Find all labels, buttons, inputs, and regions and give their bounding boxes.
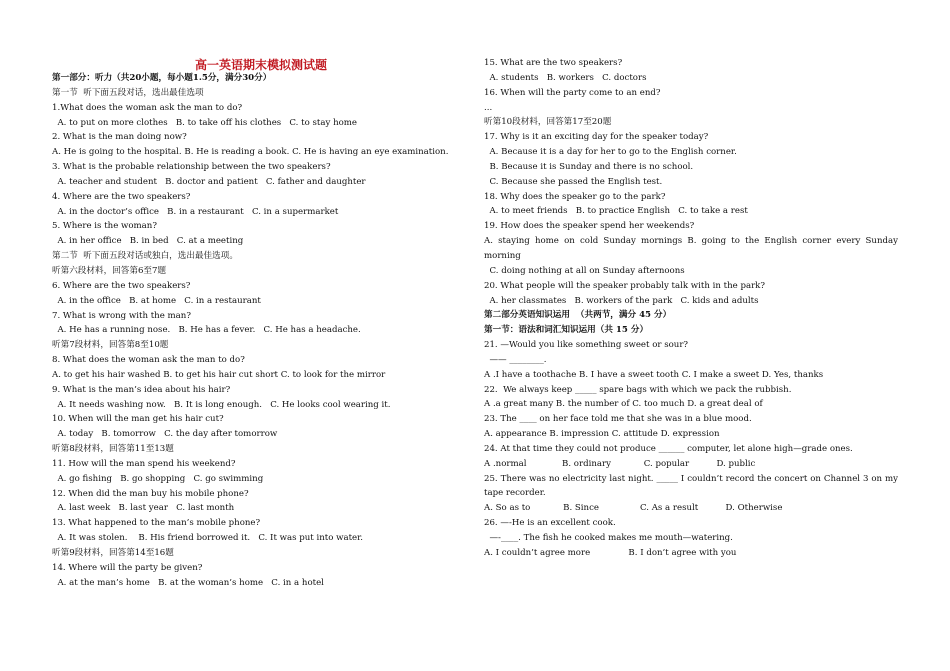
right-line: 21. —Would you like something sweet or sour? — [484, 340, 689, 351]
left-line: 6. Where are the two speakers? — [52, 280, 191, 291]
right-line: A. Because it is a day for her to go to the English corner. — [484, 147, 737, 158]
left-column — [52, 71, 470, 591]
right-line: 23. The ____ on her face told me that she was in a blue mood. — [484, 414, 752, 425]
left-line: 第一节 听下面五段对话，选出最佳选项 — [52, 87, 204, 98]
right-line: A .a great many B. the number of C. too much D. a great deal of — [484, 399, 763, 410]
left-line: A. to put on more clothes B. to take off his clothes C. to stay home — [52, 117, 358, 128]
right-line: A. her classmates B. workers of the park C. kids and adults — [484, 295, 759, 306]
right-line: 19. How does the speaker spend her weekends? — [484, 221, 695, 232]
left-line: 听第7段材料，回答第8至10题 — [52, 340, 169, 351]
right-line: 22. We always keep _____ spare bags with which we pack the rubbish. — [484, 384, 792, 395]
right-line: ... — [484, 102, 493, 113]
left-line: A. in the doctor’s office B. in a restaurant C. in a supermarket — [52, 206, 339, 217]
left-line: 9. What is the man’s idea about his hair? — [52, 384, 231, 395]
right-line: 25. There was no electricity last night. _____ I couldn’t record the concert on Channel 3 on my tape recorder. — [484, 473, 898, 499]
left-line: 听第六段材料，回答第6至7题 — [52, 265, 167, 276]
left-line: 10. When will the man get his hair cut? — [52, 414, 224, 425]
right-line: A. students B. workers C. doctors — [484, 72, 647, 83]
left-line: A. It needs washing now. B. It is long enough. C. He looks cool wearing it. — [52, 399, 391, 410]
right-line: 15. What are the two speakers? — [484, 58, 623, 68]
right-line: 26. —-He is an excellent cook. — [484, 518, 616, 529]
left-line: 1.What does the woman ask the man to do? — [52, 102, 243, 113]
right-line: A. I couldn’t agree more B. I don’t agree with you — [484, 547, 737, 558]
left-line: A. at the man’s home B. at the woman’s home C. in a hotel — [52, 577, 324, 588]
left-line: 2. What is the man doing now? — [52, 132, 187, 143]
left-line: A. today B. tomorrow C. the day after tomorrow — [52, 429, 278, 440]
right-line: B. Because it is Sunday and there is no school. — [484, 161, 694, 172]
right-line: —-____. The fish he cooked makes me mouth—watering. — [484, 533, 733, 543]
left-line: 7. What is wrong with the man? — [52, 310, 191, 321]
right-line: A. appearance B. impression C. attitude D. expression — [484, 429, 720, 440]
right-line: 24. At that time they could not produce ______ computer, let alone high—grade ones. — [484, 443, 853, 454]
right-line: A. staying home on cold Sunday mornings B. going to the English corner every Sunday morning — [484, 236, 898, 261]
left-line: 14. Where will the party be given? — [52, 562, 203, 573]
left-line: A. He is going to the hospital. B. He is reading a book. C. He is having an eye examination. — [52, 147, 449, 158]
left-line: A. He has a running nose. B. He has a fever. C. He has a headache. — [52, 325, 361, 336]
left-line: A. in her office B. in bed C. at a meeting — [52, 236, 244, 247]
right-column — [484, 56, 898, 561]
page-title: 高一英语期末模拟测试题 — [194, 58, 327, 72]
right-line: 16. When will the party come to an end? — [484, 87, 661, 98]
left-line: 4. Where are the two speakers? — [52, 191, 191, 202]
right-line: C. Because she passed the English test. — [484, 176, 663, 187]
left-line: A. teacher and student B. doctor and patient C. father and daughter — [52, 176, 366, 187]
left-line: 11. How will the man spend his weekend? — [52, 458, 236, 469]
right-line: 听第10段材料，回答第17至20题 — [484, 117, 612, 128]
left-line: 8. What does the woman ask the man to do? — [52, 355, 245, 366]
right-line: A .I have a toothache B. I have a sweet tooth C. I make a sweet D. Yes, thanks — [484, 369, 824, 380]
left-line: 3. What is the probable relationship between the two speakers? — [52, 162, 331, 173]
right-line: C. doing nothing at all on Sunday afternoons — [484, 265, 685, 276]
left-line: 12. When did the man buy his mobile phone? — [52, 488, 249, 499]
right-line: A .normal B. ordinary C. popular D. public — [484, 458, 756, 469]
left-line: A. to get his hair washed B. to get his hair cut short C. to look for the mirror — [52, 369, 386, 380]
left-line: A. It was stolen. B. His friend borrowed it. C. It was put into water. — [52, 533, 364, 544]
right-line: A. to meet friends B. to practice English C. to take a rest — [484, 206, 748, 217]
left-line: 第二节 听下面五段对话或独白，选出最佳选项。 — [52, 251, 238, 262]
right-line: 第二部分英语知识运用 （共两节，满分 45 分） — [484, 310, 672, 321]
left-line: 5. Where is the woman? — [52, 221, 157, 232]
right-line: 第一节：语法和词汇知识运用（共 15 分） — [484, 325, 649, 336]
left-line: A. go fishing B. go shopping C. go swimming — [52, 473, 264, 484]
right-line: 17. Why is it an exciting day for the speaker today? — [484, 132, 709, 143]
left-line: 第一部分：听力（共20小题，每小题1.5分，满分30分） — [52, 73, 272, 83]
left-line: A. last week B. last year C. last month — [52, 503, 235, 514]
right-line: 20. What people will the speaker probably talk with in the park? — [484, 280, 765, 291]
right-line: A. So as to B. Since C. As a result D. Otherwise — [484, 503, 783, 514]
left-line: 13. What happened to the man’s mobile phone? — [52, 518, 261, 529]
right-line: —— ________. — [484, 354, 547, 365]
right-line: 18. Why does the speaker go to the park? — [484, 191, 666, 202]
left-line: A. in the office B. at home C. in a restaurant — [52, 295, 261, 306]
left-line: 听第8段材料，回答第11至13题 — [52, 444, 174, 455]
left-line: 听第9段材料，回答第14至16题 — [52, 548, 174, 558]
